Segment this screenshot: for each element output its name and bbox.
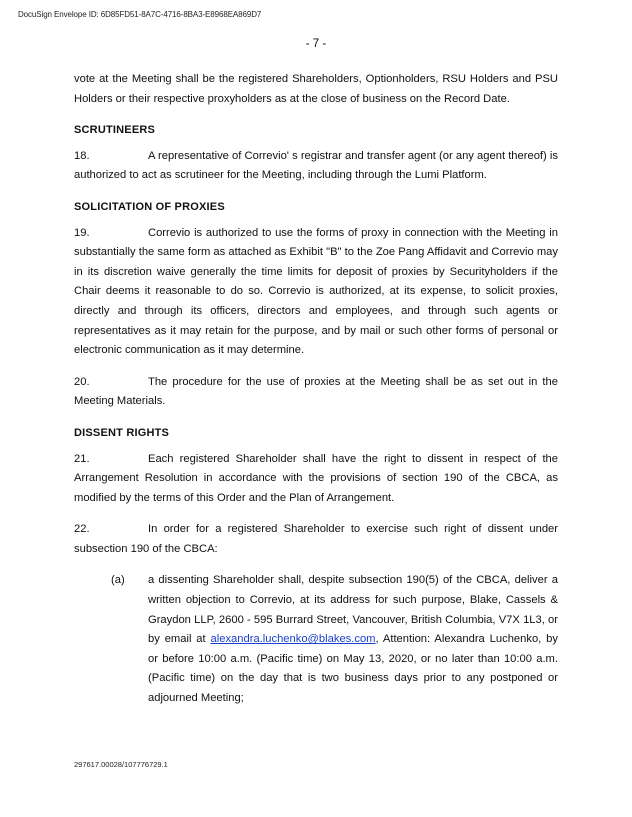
paragraph-number: 18. [74,149,90,162]
email-link[interactable]: alexandra.luchenko@blakes.com [210,633,376,646]
heading-dissent-rights: DISSENT RIGHTS [74,426,170,439]
paragraph-20 [74,373,558,412]
page-number: - 7 - [305,38,327,50]
intro-paragraph: vote at the Meeting shall be the registered Shareholders, Optionholders, RSU Holders and PSU Holders or their respective proxyholders as at the close of business on the Record Date. [74,73,558,105]
paragraph-text: Correvio is authorized to use the forms of proxy in connection with the Meeting in substantially the same form as attached as Exhibit "B" to the Zoe Pang Affidavit and Correvio may in its discretion waive generally the time limits for deposit of proxies by Securityholders if the Chair deems it reasonable to do so. Correvio is authorized, at its expense, to solicit proxies, directly and through its officers, directors and employees, and through such agents or representatives as it may retain for the purpose, and by mail or such other forms of personal or electronic communication as it may determine. [74,226,558,357]
paragraph-text: A representative of Correvio' s registrar and transfer agent (or any agent thereof) is authorized to act as scrutineer for the Meeting, including through the Lumi Platform. [74,149,558,182]
subparagraph-text-before: a dissenting Shareholder shall, despite subsection 190(5) of the CBCA, deliver a written objection to Correvio, at its address for such purpose, Blake, Cassels & Graydon LLP, 2600 - 595 Burrard Street, Vancouver, British Columbia, V7X 1L3, or by email at [148,574,558,646]
paragraph-22 [74,520,558,559]
paragraph-number: 22. [74,523,90,536]
paragraph-text: In order for a registered Shareholder to exercise such right of dissent under subsection 190 of the CBCA: [74,523,558,555]
subparagraph-a [74,571,558,708]
docusign-envelope-id: DocuSign Envelope ID: 6D85FD51-8A7C-4716-8BA3-E8968EA869D7 [18,10,262,19]
paragraph-text: Each registered Shareholder shall have the right to dissent in respect of the Arrangement Resolution in accordance with the provisions of section 190 of the CBCA, as modified by the terms of this Order and the Plan of Arrangement. [74,452,558,504]
heading-scrutineers: SCRUTINEERS [74,124,156,137]
paragraph-21 [74,450,558,509]
paragraph-text: The procedure for the use of proxies at the Meeting shall be as set out in the Meeting Materials. [74,375,558,408]
subparagraph-label: (a) [111,574,125,587]
paragraph-number: 21. [74,452,90,465]
paragraph-19 [74,224,558,361]
paragraph-number: 19. [74,226,90,239]
paragraph-number: 20. [74,375,90,388]
paragraph-18 [74,147,558,186]
subparagraph-text-after: , Attention: Alexandra Luchenko, by or before 10:00 a.m. (Pacific time) on May 13, 2020, or no later than 10:00 a.m. (Pacific time) on the day that is two business days prior to any postponed or adjourned Meeting; [148,633,558,705]
heading-solicitation-of-proxies: SOLICITATION OF PROXIES [74,200,225,213]
document-body [74,70,558,709]
document-reference: 297617.00028/107776729.1 [74,760,168,769]
